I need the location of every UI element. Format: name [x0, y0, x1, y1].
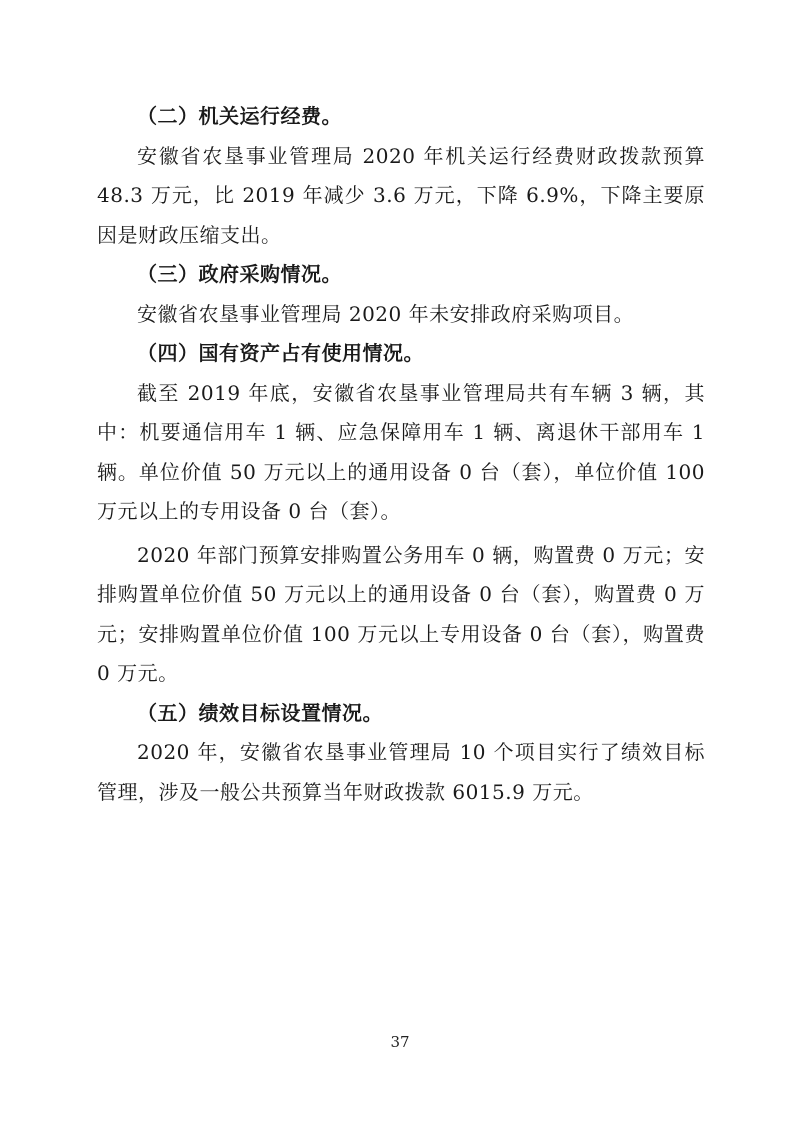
paragraph-2020-budget-purchases: 2020 年部门预算安排购置公务用车 0 辆，购置费 0 万元；安排购置单位价值 50 万元以上的通用设备 0 台（套），购置费 0 万元；安排购置单位价值 100 万元以上专用设备 0 台（套），购置费 0 万元。	[97, 542, 705, 685]
paragraph-agency-operating-costs: 安徽省农垦事业管理局 2020 年机关运行经费财政拨款预算 48.3 万元，比 2019 年减少 3.6 万元，下降 6.9%，下降主要原因是财政压缩支出。	[97, 143, 705, 247]
paragraph-government-procurement: 安徽省农垦事业管理局 2020 年未安排政府采购项目。	[137, 301, 635, 326]
heading-section-3-government-procurement: （三）政府采购情况。	[137, 262, 342, 286]
document-body	[97, 97, 705, 812]
paragraph-state-owned-assets-holdings: 截至 2019 年底，安徽省农垦事业管理局共有车辆 3 辆，其中：机要通信用车 1 辆、应急保障用车 1 辆、离退休干部用车 1 辆。单位价值 50 万元以上的通用设备 0 台（套），单位价值 100 万元以上的专用设备 0 台（套）。	[97, 380, 705, 523]
heading-section-5-performance-targets: （五）绩效目标设置情况。	[137, 700, 383, 725]
paragraph-performance-targets: 2020 年，安徽省农垦事业管理局 10 个项目实行了绩效目标管理，涉及一般公共预算当年财政拨款 6015.9 万元。	[97, 740, 705, 804]
heading-section-4-state-owned-assets: （四）国有资产占有使用情况。	[137, 341, 424, 365]
page-number: 37	[390, 1033, 410, 1051]
heading-section-2-agency-operating-costs: （二）机关运行经费。	[137, 104, 342, 128]
